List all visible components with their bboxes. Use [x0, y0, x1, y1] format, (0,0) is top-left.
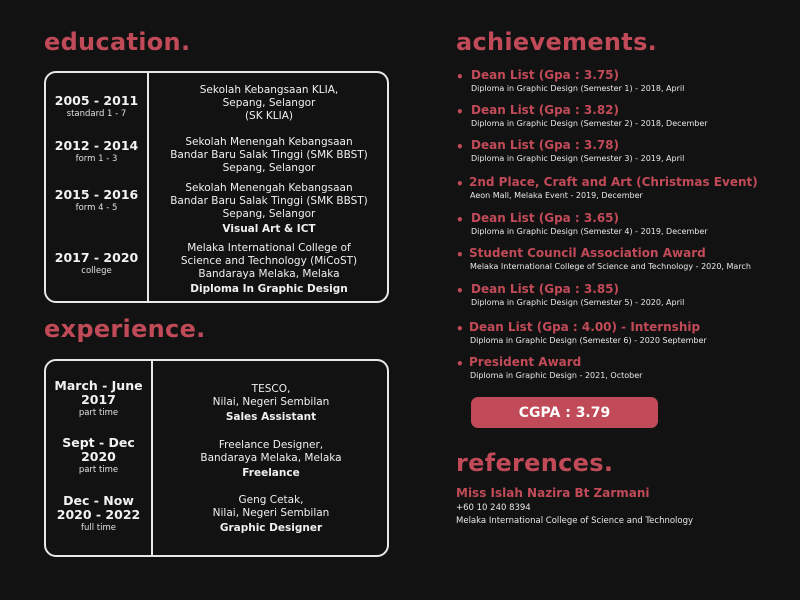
education-school-line: Sepang, Selangor	[222, 97, 316, 109]
reference-organization: Melaka International College of Science and Technology	[456, 516, 694, 526]
education-heading: education.	[44, 28, 191, 56]
reference-phone: +60 10 240 8394	[456, 503, 531, 513]
experience-period: March - June	[54, 378, 143, 393]
cgpa-badge: CGPA : 3.79	[471, 397, 658, 428]
experience-year: 2020	[81, 449, 116, 464]
education-school-line: Bandar Baru Salak Tinggi (SMK BBST)	[170, 195, 368, 207]
achievement-title: Dean List (Gpa : 3.78)	[471, 138, 620, 152]
education-school-line: Melaka International College of	[187, 242, 351, 254]
achievement-title: Dean List (Gpa : 3.75)	[471, 68, 620, 82]
education-school-line: Sepang, Selangor	[222, 162, 316, 174]
bullet-icon: •	[456, 70, 464, 84]
experience-employer-line: Freelance Designer,	[218, 439, 324, 451]
bullet-icon: •	[456, 357, 464, 371]
education-period: 2005 - 2011	[54, 93, 139, 108]
experience-employer-line: Nilai, Negeri Sembilan	[212, 396, 330, 408]
experience-year: 2020 - 2022	[56, 507, 141, 522]
achievements-heading: achievements.	[456, 28, 658, 56]
achievement-title: Dean List (Gpa : 3.65)	[471, 211, 620, 225]
bullet-icon: •	[456, 140, 464, 154]
experience-employer-line: Bandaraya Melaka, Melaka	[200, 452, 342, 464]
achievement-title: President Award	[469, 355, 582, 369]
experience-role: Graphic Designer	[219, 522, 323, 534]
achievement-title: Dean List (Gpa : 4.00) - Internship	[469, 320, 701, 334]
bullet-icon: •	[456, 177, 464, 191]
achievement-desc: Diploma in Graphic Design (Semester 5) - 2020, April	[471, 298, 685, 307]
experience-employer-line: Geng Cetak,	[238, 494, 304, 506]
education-level: standard 1 - 7	[66, 109, 127, 119]
education-major: Diploma In Graphic Design	[190, 283, 348, 295]
education-period: 2017 - 2020	[54, 250, 139, 265]
achievement-desc: Diploma in Graphic Design (Semester 1) - 2018, April	[471, 84, 685, 93]
education-school-line: (SK KLIA)	[244, 110, 294, 122]
bullet-icon: •	[456, 248, 464, 262]
experience-role: Freelance	[242, 467, 300, 479]
education-major: Visual Art & ICT	[222, 223, 316, 235]
experience-period: Sept - Dec	[62, 435, 135, 450]
achievement-title: 2nd Place, Craft and Art (Christmas Event)	[469, 175, 758, 189]
bullet-icon: •	[456, 213, 464, 227]
experience-role: Sales Assistant	[225, 411, 317, 423]
bullet-icon: •	[456, 105, 464, 119]
experience-panel	[44, 359, 389, 557]
education-period: 2012 - 2014	[54, 138, 139, 153]
education-period: 2015 - 2016	[54, 187, 139, 202]
experience-employer-line: Nilai, Negeri Sembilan	[212, 507, 330, 519]
bullet-icon: •	[456, 284, 464, 298]
experience-period: Dec - Now	[63, 493, 134, 508]
achievement-title: Dean List (Gpa : 3.85)	[471, 282, 620, 296]
experience-type: part time	[78, 465, 119, 475]
experience-type: full time	[80, 523, 116, 533]
achievement-desc: Diploma in Graphic Design (Semester 3) - 2019, April	[471, 154, 685, 163]
education-school-line: Sepang, Selangor	[222, 208, 316, 220]
education-school-line: Bandaraya Melaka, Melaka	[198, 268, 340, 280]
education-level: form 1 - 3	[75, 154, 118, 164]
achievement-desc: Diploma in Graphic Design - 2021, October	[470, 371, 643, 380]
education-level: form 4 - 5	[75, 203, 118, 213]
achievement-desc: Aeon Mall, Melaka Event - 2019, December	[470, 191, 643, 200]
education-school-line: Sekolah Menengah Kebangsaan	[185, 136, 353, 148]
education-school-line: Science and Technology (MiCoST)	[180, 255, 358, 267]
experience-heading: experience.	[44, 315, 206, 343]
experience-type: part time	[78, 408, 119, 418]
education-school-line: Sekolah Menengah Kebangsaan	[185, 182, 353, 194]
experience-employer-line: TESCO,	[251, 383, 291, 395]
achievement-desc: Diploma in Graphic Design (Semester 4) - 2019, December	[471, 227, 708, 236]
achievement-title: Student Council Association Award	[469, 246, 706, 260]
achievement-desc: Diploma in Graphic Design (Semester 6) - 2020 September	[470, 336, 707, 345]
achievement-desc: Melaka International College of Science and Technology - 2020, March	[470, 262, 751, 271]
education-panel	[44, 71, 389, 303]
reference-name: Miss Islah Nazira Bt Zarmani	[456, 486, 650, 500]
education-level: college	[81, 266, 112, 276]
bullet-icon: •	[456, 322, 464, 336]
education-school-line: Bandar Baru Salak Tinggi (SMK BBST)	[170, 149, 368, 161]
achievement-title: Dean List (Gpa : 3.82)	[471, 103, 620, 117]
achievement-desc: Diploma in Graphic Design (Semester 2) - 2018, December	[471, 119, 708, 128]
experience-year: 2017	[81, 392, 116, 407]
education-school-line: Sekolah Kebangsaan KLIA,	[199, 84, 339, 96]
references-heading: references.	[456, 449, 614, 477]
